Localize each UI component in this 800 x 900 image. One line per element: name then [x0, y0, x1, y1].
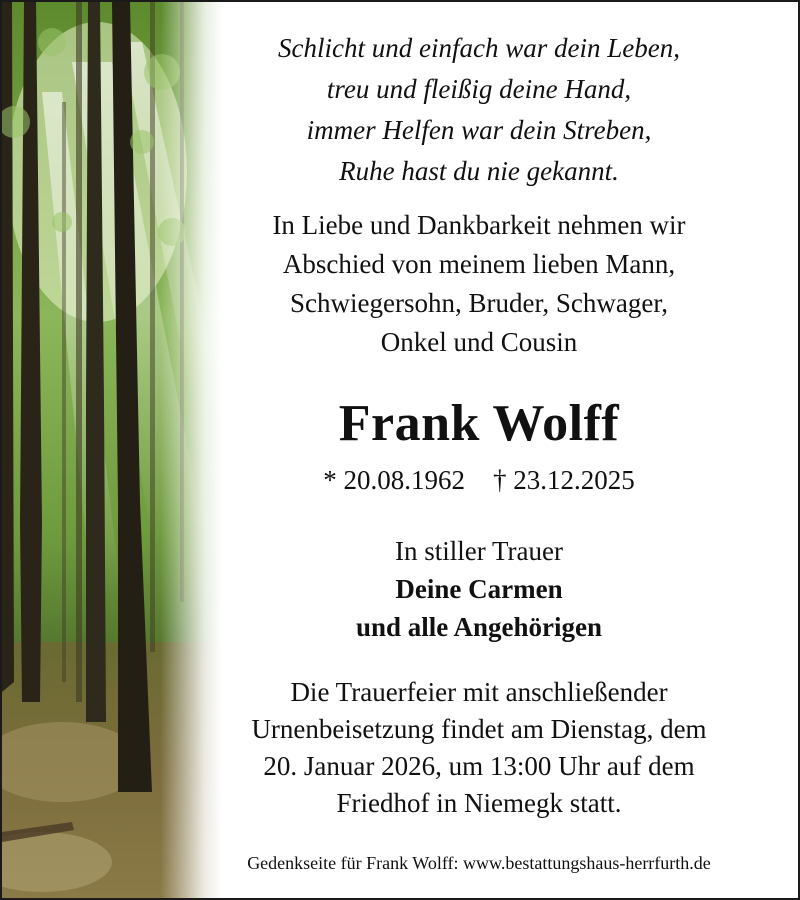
life-dates	[194, 460, 764, 500]
forest-image	[2, 2, 222, 898]
poem	[194, 28, 764, 192]
funeral-info	[194, 674, 764, 822]
poem-line: treu und fleißig deine Hand,	[326, 74, 632, 104]
farewell-line: Onkel und Cousin	[380, 327, 578, 357]
poem-line: Schlicht und einfach war dein Leben,	[278, 33, 680, 63]
farewell-line: Schwiegersohn, Bruder, Schwager,	[290, 288, 668, 318]
funeral-line: Urnenbeisetzung findet am Dienstag, dem	[251, 714, 707, 744]
deceased-name: Frank Wolff	[338, 395, 620, 452]
death-date: † 23.12.2025	[493, 465, 635, 495]
memorial-page-link[interactable]: Gedenkseite für Frank Wolff: www.bestattungshaus-herrfurth.de	[247, 853, 711, 873]
poem-line: Ruhe hast du nie gekannt.	[339, 156, 619, 186]
mourning-intro: In stiller Trauer	[395, 536, 563, 566]
mourner-relatives: und alle Angehörigen	[355, 612, 603, 642]
farewell-line: Abschied von meinem lieben Mann,	[282, 249, 676, 279]
funeral-line: Die Trauerfeier mit anschließender	[290, 677, 668, 707]
funeral-line: 20. Januar 2026, um 13:00 Uhr auf dem	[263, 751, 695, 781]
farewell-line: In Liebe und Dankbarkeit nehmen wir	[272, 210, 686, 240]
mourner-name: Deine Carmen	[395, 574, 563, 604]
funeral-line: Friedhof in Niemegk statt.	[336, 788, 622, 818]
poem-line: immer Helfen war dein Streben,	[306, 115, 652, 145]
birth-date: * 20.08.1962	[323, 465, 465, 495]
farewell-text	[194, 206, 764, 362]
mourners	[194, 532, 764, 646]
